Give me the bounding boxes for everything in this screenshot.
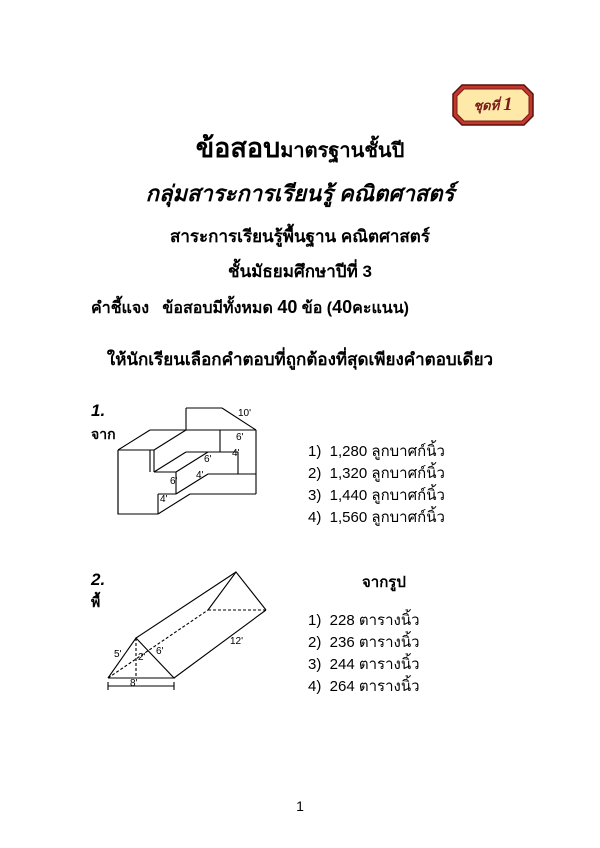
title-rest: มาตรฐานชั้นปี (280, 140, 405, 162)
q1-label-4: 6' (204, 454, 212, 465)
q2-label-1: 12' (230, 636, 244, 647)
question-1-lead: จาก (91, 426, 116, 442)
q2-label-2: 5' (114, 649, 122, 660)
question-1-choices (308, 441, 445, 529)
course-line: สาระการเรียนรู้พื้นฐาน คณิตศาสตร์ (170, 227, 430, 246)
subject-subtitle: กลุ่มสาระการเรียนรู้ คณิตศาสตร์ (145, 181, 455, 206)
q2-label-4: 6' (156, 646, 164, 657)
instructions-text-b: ข้อ ( (301, 300, 333, 317)
q1-label-2: 6' (236, 432, 244, 443)
q1-label-6: 6' (170, 476, 178, 487)
total-score: 40 (332, 297, 353, 317)
instructions-text-c: คะแนน) (352, 300, 409, 317)
triangular-prism-figure (100, 568, 275, 692)
question-2-number: 2. (91, 570, 106, 589)
q1-label-3: 4' (232, 448, 240, 459)
set-badge (452, 84, 534, 126)
q1-choice-3[interactable]: 3) 1,440 ลูกบาศก์นิ้ว (308, 487, 445, 504)
page-title (0, 126, 600, 169)
badge-word: ชุดที่ (473, 98, 500, 114)
q2-choice-3[interactable]: 3) 244 ตารางนิ้ว (308, 656, 420, 673)
q1-choice-4[interactable]: 4) 1,560 ลูกบาศก์นิ้ว (308, 509, 445, 526)
title-main: ข้อสอบ (195, 133, 281, 163)
q2-choice-4[interactable]: 4) 264 ตารางนิ้ว (308, 678, 420, 695)
page-number: 1 (296, 798, 304, 814)
q1-label-7: 4' (160, 494, 168, 505)
question-2-choices (308, 610, 420, 698)
instructions-text-a: ข้อสอบมีทั้งหมด (162, 300, 273, 317)
grade-line: ชั้นมัธยมศึกษาปีที่ 3 (228, 262, 372, 281)
q2-label-5: 8' (130, 678, 138, 689)
q1-label-5: 4' (196, 470, 204, 481)
q1-label-1: 10' (238, 408, 252, 419)
directive: ให้นักเรียนเลือกคำตอบที่ถูกต้องที่สุดเพียงคำตอบเดียว (106, 350, 494, 369)
q2-choice-2[interactable]: 2) 236 ตารางนิ้ว (308, 634, 420, 651)
instructions (91, 296, 409, 321)
badge-number: 1 (503, 94, 513, 115)
question-1-number: 1. (91, 401, 106, 420)
instructions-label: คำชี้แจง (91, 300, 150, 317)
question-count: 40 (277, 297, 298, 317)
question-2-lead: พื้ (91, 594, 101, 610)
q1-choice-1[interactable]: 1) 1,280 ลูกบาศก์นิ้ว (308, 443, 445, 460)
q2-label-3: 2' (138, 652, 146, 663)
q2-choice-1[interactable]: 1) 228 ตารางนิ้ว (308, 612, 420, 629)
staircase-figure (110, 398, 280, 528)
q1-choice-2[interactable]: 2) 1,320 ลูกบาศก์นิ้ว (308, 465, 445, 482)
from-figure-label: จากรูป (362, 574, 406, 591)
